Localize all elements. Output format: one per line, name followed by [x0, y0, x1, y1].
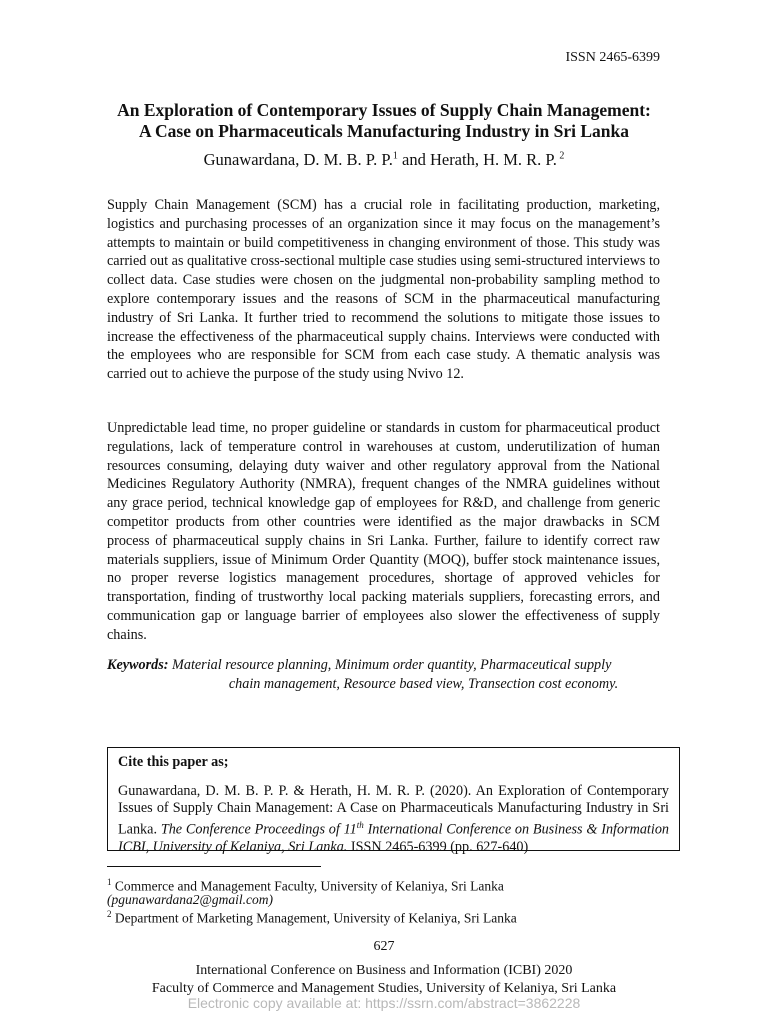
page-number: 627 — [373, 939, 395, 954]
footer-faculty-line: Faculty of Commerce and Management Studies, University of Kelaniya, Sri Lanka — [151, 981, 617, 996]
citation-text — [118, 783, 669, 856]
footnote-1-text: Commerce and Management Faculty, University of Kelaniya, Sri Lanka — [111, 878, 504, 894]
paper-title — [60, 100, 708, 142]
footer-conference-line: International Conference on Business and Information (ICBI) 2020 — [195, 963, 573, 978]
title-line-1: An Exploration of Contemporary Issues of Supply Chain Management: — [117, 100, 651, 120]
issn-header: ISSN 2465-6399 — [565, 50, 660, 65]
author-line — [60, 150, 708, 170]
abstract-paragraph-2: Unpredictable lead time, no proper guideline or standards in custom for pharmaceutical product regulations, lack of temperature control in warehouses at custom, underutilization of human resources consuming, delaying duty waiver and other regulatory approval from the National Medicines Regulatory Authority (NMRA), frequent changes of the NMRA guidelines without any grace period, technical knowledge gap of employees for R&D, and challenge from generic competitor products from other countries were identified as the major drawbacks in SCM process of pharmaceutical supply chains in Sri Lanka. Further, failure to identify correct raw materials suppliers, issue of Minimum Order Quantity (MOQ), buffer stock maintenance issues, no proper reverse logistics management procedures, shortage of approved vehicles for transportation, finding of trustworthy local packing materials suppliers, forecasting errors, and communication gap or language barrier of employees also slower the effectiveness of supply chains. — [107, 420, 660, 643]
author-2: Herath, H. M. R. P. — [429, 150, 557, 169]
citation-box — [107, 747, 680, 855]
footnote-separator — [107, 866, 321, 867]
abstract-paragraph-1: Supply Chain Management (SCM) has a crucial role in facilitating production, marketing, logistics and purchasing processes of an organization since it may focus on the management’s attempts to maintain or build competitiveness in changing environment of those. This study was carried out as qualitative cross-sectional multiple case studies using semi-structured interviews to collect data. Case studies were chosen on the judgmental non-probability sampling method to explore contemporary issues and the reasons of SCM in the pharmaceutical manufacturing industry of Sri Lanka. It further tried to recommend the solutions to mitigate those issues to increase the effectiveness of the pharmaceutical supply chains. Interviews were conducted with the employees who are responsible for SCM from each case study. A thematic analysis was carried out to achieve the purpose of the study using Nvivo 12. — [107, 197, 660, 383]
keywords-label: Keywords: — [107, 657, 169, 673]
footnote-2-mark: 2 — [107, 909, 112, 919]
footnote-2-text: Department of Marketing Management, University of Kelaniya, Sri Lanka — [111, 910, 517, 926]
citation-heading: Cite this paper as; — [118, 754, 229, 770]
footnote-2 — [107, 906, 517, 927]
citation-text-plain-2: ISSN 2465-6399 (pp. 627-640) — [347, 838, 529, 855]
keywords-line-2: chain management, Resource based view, Transection cost economy. — [228, 675, 619, 692]
author-2-footnote-mark: 2 — [556, 150, 565, 162]
keywords-line-1: Material resource planning, Minimum order quantity, Pharmaceutical supply — [168, 657, 612, 673]
citation-text-superscript: th — [356, 820, 364, 830]
title-line-2: A Case on Pharmaceuticals Manufacturing Industry in Sri Lanka — [138, 121, 630, 141]
citation-text-italic-2: International Conference on Business & Information ICBI, University of Kelaniya, Sri Lanka. — [118, 821, 670, 855]
citation-text-italic-1: The Conference Proceedings of 11 — [160, 821, 357, 838]
keywords — [107, 656, 660, 694]
citation-text-plain-1: Gunawardana, D. M. B. P. P. & Herath, H. M. R. P. (2020). An Exploration of Contemporary Issues of Supply Chain Management: A Case on Pharmaceuticals Manufacturing Industry in Sri Lanka. — [118, 783, 669, 838]
author-conjunction: and — [397, 150, 430, 169]
footnote-1-email: (pgunawardana2@gmail.com) — [107, 892, 274, 907]
footnote-1-mark: 1 — [107, 877, 112, 887]
author-1-footnote-mark: 1 — [392, 150, 398, 162]
ssrn-watermark: Electronic copy available at: https://ssrn.com/abstract=3862228 — [187, 995, 581, 1011]
author-1: Gunawardana, D. M. B. P. P. — [203, 150, 393, 169]
